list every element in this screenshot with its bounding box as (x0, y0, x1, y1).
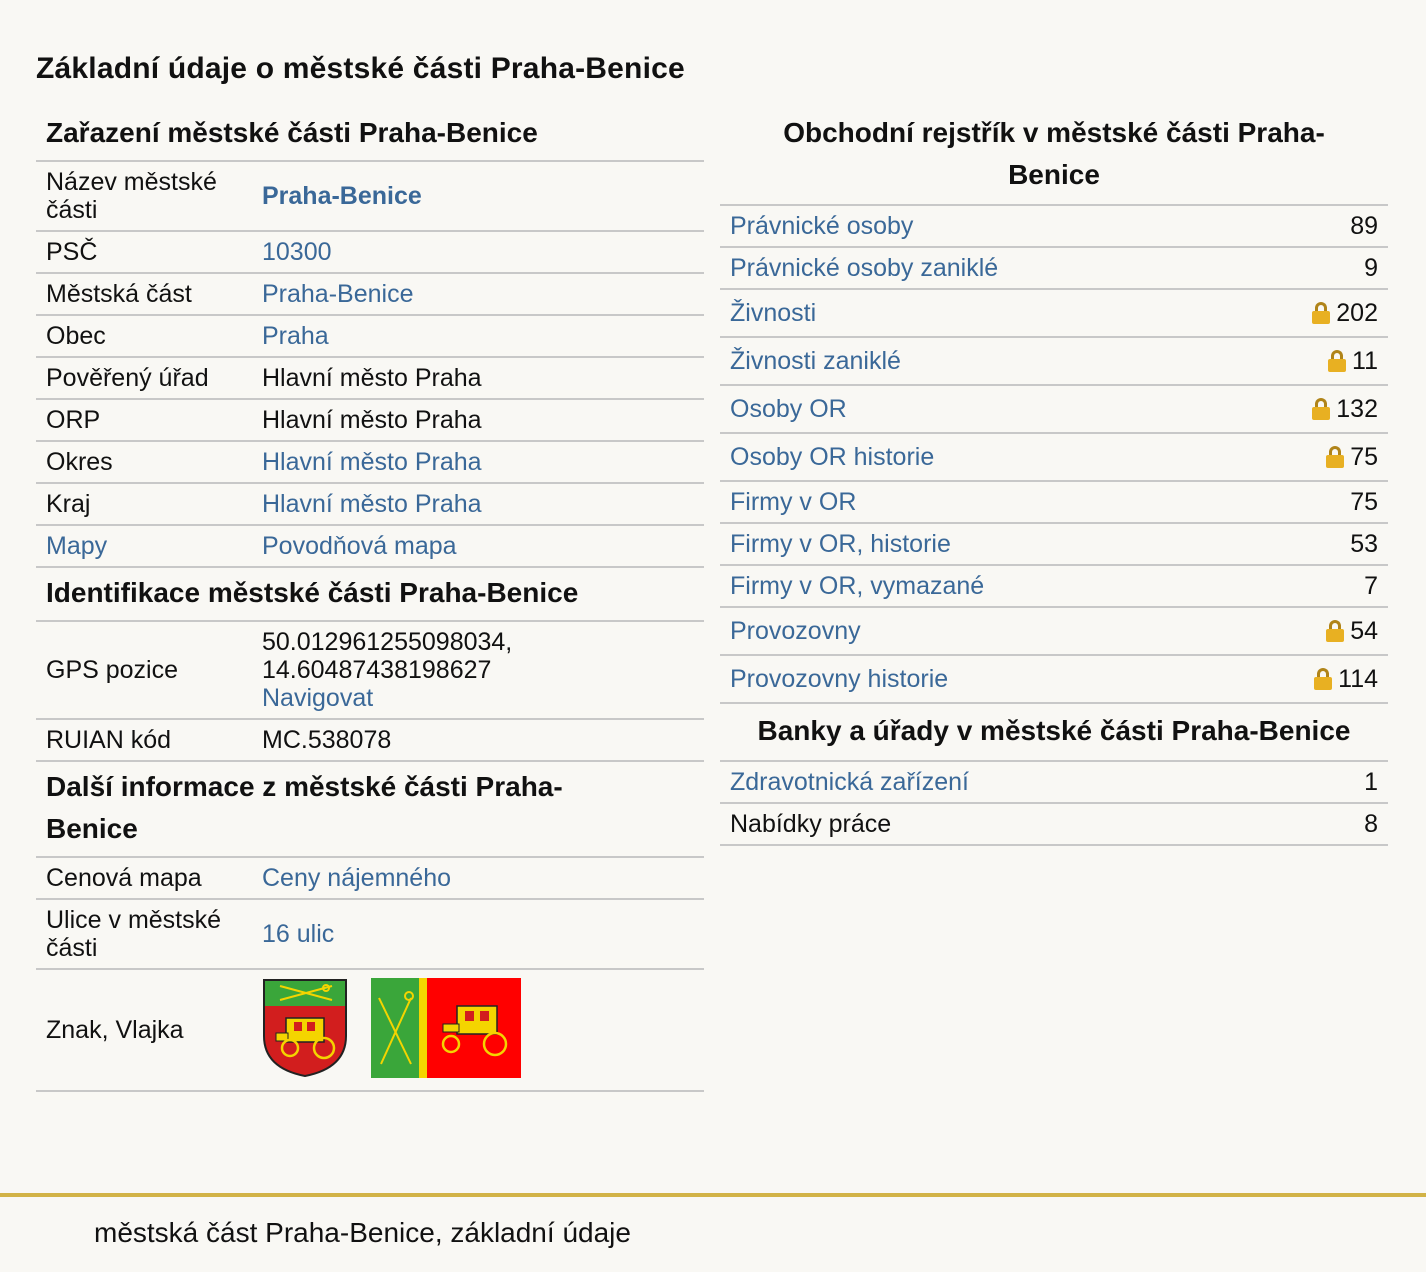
count-value: 132 (1336, 395, 1378, 423)
count-value: 8 (1311, 803, 1388, 845)
table-row (36, 858, 704, 899)
companies-or-link[interactable]: Firmy v OR (730, 488, 857, 516)
authorized-office-value: Hlavní město Praha (252, 357, 704, 399)
companies-or-deleted-link[interactable]: Firmy v OR, vymazané (730, 572, 985, 600)
healthcare-facilities-link[interactable]: Zdravotnická zařízení (730, 768, 969, 796)
table-row (720, 655, 1388, 703)
postal-code-link[interactable]: 10300 (262, 238, 332, 266)
table-row (720, 289, 1388, 337)
row-label: Okres (36, 441, 252, 483)
count-value: 54 (1350, 617, 1378, 645)
gps-label: GPS pozice (36, 622, 252, 719)
maps-link[interactable]: Mapy (46, 532, 108, 560)
count-value: 1 (1311, 762, 1388, 803)
establishments-link[interactable]: Provozovny (730, 617, 861, 645)
table-row (720, 762, 1388, 803)
table-row (720, 565, 1388, 607)
identification-table (36, 622, 704, 762)
table-row (720, 481, 1388, 523)
lock-icon[interactable] (1328, 350, 1346, 370)
page-title: Základní údaje o městské části Praha-Benice (36, 52, 685, 85)
row-label: PSČ (36, 231, 252, 273)
defunct-trades-link[interactable]: Živnosti zaniklé (730, 347, 901, 375)
table-row (36, 525, 704, 567)
price-map-label: Cenová mapa (36, 858, 252, 899)
identification-heading: Identifikace městské části Praha-Benice (36, 568, 704, 622)
count-value: 114 (1338, 665, 1378, 693)
trades-link[interactable]: Živnosti (730, 299, 817, 327)
orp-value: Hlavní město Praha (252, 399, 704, 441)
business-register-table (720, 206, 1388, 704)
row-label: Městská část (36, 273, 252, 315)
banks-offices-heading: Banky a úřady v městské části Praha-Benice (720, 704, 1388, 762)
table-row (720, 206, 1388, 247)
table-row (36, 483, 704, 525)
table-row (36, 231, 704, 273)
banks-offices-table (720, 762, 1388, 846)
lock-icon[interactable] (1326, 446, 1344, 466)
table-row (36, 357, 704, 399)
lock-icon[interactable] (1312, 302, 1330, 322)
row-label: Název městské části (36, 162, 252, 231)
more-info-table (36, 858, 704, 1092)
count-value: 202 (1336, 299, 1378, 327)
table-row (720, 607, 1388, 655)
gps-value: 50.012961255098034, 14.60487438198627 (262, 628, 513, 684)
coat-of-arms-icon (262, 978, 348, 1078)
flood-map-link[interactable]: Povodňová mapa (262, 532, 457, 560)
district-link[interactable]: Praha-Benice (262, 280, 414, 308)
job-offers-label: Nabídky práce (720, 803, 1311, 845)
row-label: Kraj (36, 483, 252, 525)
lock-icon[interactable] (1326, 620, 1344, 640)
table-row (720, 337, 1388, 385)
region-link[interactable]: Hlavní město Praha (262, 490, 482, 518)
business-register-heading: Obchodní rejstřík v městské části Praha-Benice (720, 108, 1388, 206)
ruian-value: MC.538078 (252, 719, 704, 761)
count-value: 9 (1235, 247, 1388, 289)
defunct-legal-entities-link[interactable]: Právnické osoby zaniklé (730, 254, 999, 282)
classification-table (36, 162, 704, 568)
table-row (36, 315, 704, 357)
municipality-link[interactable]: Praha (262, 322, 329, 350)
establishments-history-link[interactable]: Provozovny historie (730, 665, 949, 693)
row-label: Pověřený úřad (36, 357, 252, 399)
count-value: 7 (1235, 565, 1388, 607)
table-row (36, 622, 704, 719)
table-row (36, 441, 704, 483)
table-row (36, 162, 704, 231)
table-row (36, 899, 704, 969)
table-row (720, 803, 1388, 845)
count-value: 53 (1235, 523, 1388, 565)
lock-icon[interactable] (1314, 668, 1332, 688)
streets-label: Ulice v městské části (36, 899, 252, 969)
district-name-link[interactable]: Praha-Benice (262, 182, 422, 210)
rent-prices-link[interactable]: Ceny nájemného (262, 864, 452, 892)
table-row (720, 247, 1388, 289)
county-link[interactable]: Hlavní město Praha (262, 448, 482, 476)
table-row (720, 523, 1388, 565)
footer (0, 1193, 1426, 1272)
table-row (720, 433, 1388, 481)
more-info-heading: Další informace z městské části Praha-Benice (36, 762, 704, 858)
legal-entities-link[interactable]: Právnické osoby (730, 212, 914, 240)
row-label: Obec (36, 315, 252, 357)
streets-link[interactable]: 16 ulic (262, 920, 335, 948)
table-row (720, 385, 1388, 433)
table-row (36, 719, 704, 761)
table-row (36, 273, 704, 315)
table-row (36, 969, 704, 1091)
companies-or-history-link[interactable]: Firmy v OR, historie (730, 530, 951, 558)
count-value: 11 (1352, 347, 1378, 375)
persons-or-history-link[interactable]: Osoby OR historie (730, 443, 935, 471)
navigate-link[interactable]: Navigovat (262, 684, 374, 712)
footer-text: městská část Praha-Benice, základní údaje (94, 1217, 631, 1248)
lock-icon[interactable] (1312, 398, 1330, 418)
emblem-label: Znak, Vlajka (36, 969, 252, 1091)
count-value: 75 (1235, 481, 1388, 523)
persons-or-link[interactable]: Osoby OR (730, 395, 847, 423)
right-column (720, 108, 1388, 846)
count-value: 89 (1235, 206, 1388, 247)
flag-icon (371, 978, 521, 1078)
classification-heading: Zařazení městské části Praha-Benice (36, 108, 704, 162)
count-value: 75 (1350, 443, 1378, 471)
table-row (36, 399, 704, 441)
left-column (36, 108, 704, 1092)
row-label: ORP (36, 399, 252, 441)
ruian-label: RUIAN kód (36, 719, 252, 761)
